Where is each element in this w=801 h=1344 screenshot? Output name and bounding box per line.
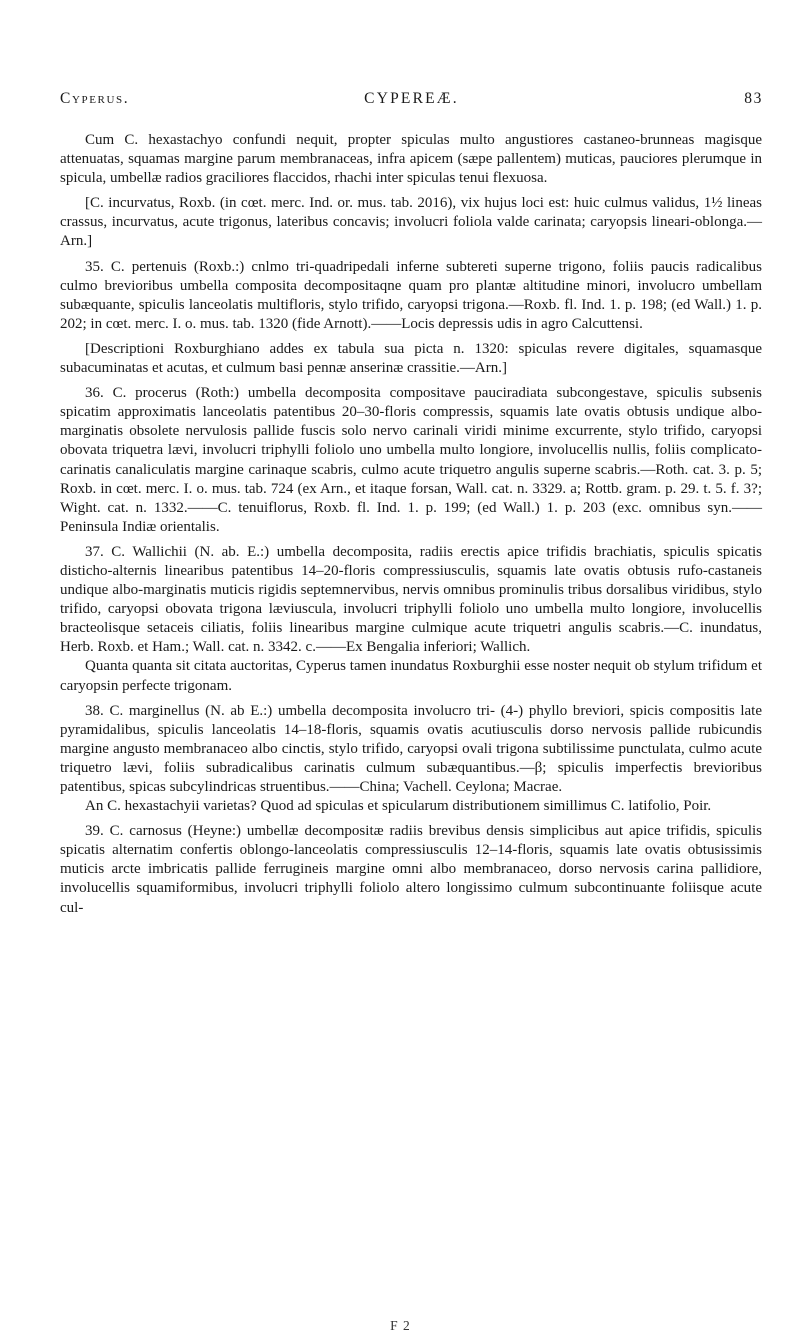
paragraph-35-pertenuis: 35. C. pertenuis (Roxb.:) cnlmo tri-quadripedali inferne subtereti superne trigono, foliis paucis radicalibus culmo brevioribus umbella composita decompositaqne quam pro plantæ altitudine minori, involucro umbellam subæquante, spiculis lanceolatis multifloris, stylo trifido, caryopsi trigona.—Roxb. fl. Ind. 1. p. 198; (ed Wall.) 1. p. 202; in cœt. merc. I. o. mus. tab. 1320 (fide Arnott).——Locis depressis udis in agro Calcuttensi. [60, 258, 762, 332]
page-number: 83 [744, 90, 763, 107]
paragraph-inundatus-note: Quanta quanta sit citata auctoritas, Cyperus tamen inundatus Roxburghii esse noster nequit ob stylum trifidum et caryopsin perfecte trigonam. [60, 658, 762, 694]
paragraph-latifolio-note: An C. hexastachyii varietas? Quod ad spiculas et spicularum distributionem simillimus C. latifolio, Poir. [85, 798, 712, 815]
paragraph-roxburgh-description: [Descriptioni Roxburghiano addes ex tabula sua picta n. 1320: spiculas revere digitales, squamasque subacuminatas et acutas, et culmum basi pennæ anserinæ crassitie.—Arn.] [60, 340, 762, 377]
page-body [60, 131, 762, 924]
paragraph-36-procerus: 36. C. procerus (Roth:) umbella decomposita compositave pauciradiata subcongestave, spiculis subsenis spicatim approximatis lanceolatis patentibus 20–30-floris compressis, squamis late ovatis obtusis undique albo-marginatis obsolete nervulosis pallide fuscis solo nervo carinali viridi minime excurrente, stylo trifido, caryopsi obovata triquetra lævi, involucri triphylli foliolo uno umbella multo longiore, involucellis nullis, foliis complicato-carinatis canaliculatis margine carinaque scabris, culmo acute triquetro angulis superne scabris.—Roth. cat. 3. p. 5; Roxb. in cœt. merc. I. o. mus. tab. 724 (ex Arn., et itaque forsan, Wall. cat. n. 3329. a; Rottb. gram. p. 29. t. 5. f. 3?; Wight. cat. n. 1332.——C. tenuiflorus, Roxb. fl. Ind. 1. p. 199; (ed Wall.) 1. p. 203 (exc. omnibus syn.——Peninsula Indiæ orientalis. [60, 385, 762, 535]
paragraph-39-carnosus: 39. C. carnosus (Heyne:) umbellæ decompositæ radiis brevibus densis simplicibus aut apice trifidis, spiculis spicatis alternatim confertis oblongo-lanceolatis compressiusculis 12–14-floris, squamis late ovatis obtusissimis muticis arcte imbricatis pallide ferrugineis margine omni albo membranaceo, dorso nervosis carina pallidiore, involucellis squamiformibus, involucri triphylli foliolo altero longissimo culmum subcontinuante foliisque acute cul- [60, 823, 762, 916]
paragraph-incurvatus-note: [C. incurvatus, Roxb. (in cœt. merc. Ind. or. mus. tab. 2016), vix hujus loci est: huic culmus validus, 1½ lineas crassus, incurvatus, acute trigonus, lateribus concavis; involucri foliola valde carinata; caryopsis lineari-oblonga.—Arn.] [60, 195, 762, 250]
paragraph-37-wallichii: 37. C. Wallichii (N. ab. E.:) umbella decomposita, radiis erectis apice trifidis brachiatis, spiculis spicatis distichо-alternis linearibus patentibus 14–20-floris compressiusculis, squamis late ovatis obtusis rufo-castaneis undique albo-marginatis muticis rigidis septemnervibus, nervis omnibus prominulis tribus dorsalibus viridibus, stylo trifido, caryopsi obovata trigona læviuscula, involucri triphylli foliolo uno umbella multo longiore, involucellis bracteolisque setaceis ciliatis, foliis linearibus margine culmique acute triquetri angulis scabris.—C. inundatus, Herb. Roxb. et Ham.; Wall. cat. n. 3342. c.——Ex Bengalia inferiori; Wallich. [60, 543, 762, 656]
header-genus: Cyperus. [60, 90, 130, 107]
paragraph-38-marginellus: 38. C. marginellus (N. ab E.:) umbella decomposita involucro tri- (4-) phyllo breviori, spicis compositis late pyramidalibus, spiculis lanceolatis 14–18-floris, squamis ovatis acutiusculis dorso nervosis pallide rubicundis margine angusto membranaceo albo cinctis, stylo trifido, caryopsi ovali trigona subtilissime punctulata, culmo acute triquetro lævi, foliis subradicalibus carinatis culmum subæquantibus.—β; spiculis imperfectis brevioribus patentibus, spicas subcylindricas struentibus.——China; Vachell. Ceylona; Macrae. [60, 702, 762, 795]
header-tribe: CYPEREÆ. [364, 90, 459, 107]
running-header [60, 90, 763, 114]
signature-mark: F 2 [390, 1318, 411, 1333]
paragraph-hexastachyus-note: Cum C. hexastachyo confundi nequit, propter spiculas multo angustiores castaneo-brunneas magisque attenuatas, squamas margine parum membranaceas, infra apicem (sæpe pallentem) muticas, pauciores plerumque in spicula, umbellæ radios graciliores flaccidos, rhachi inter spiculas tenui flexuosa. [60, 132, 762, 187]
